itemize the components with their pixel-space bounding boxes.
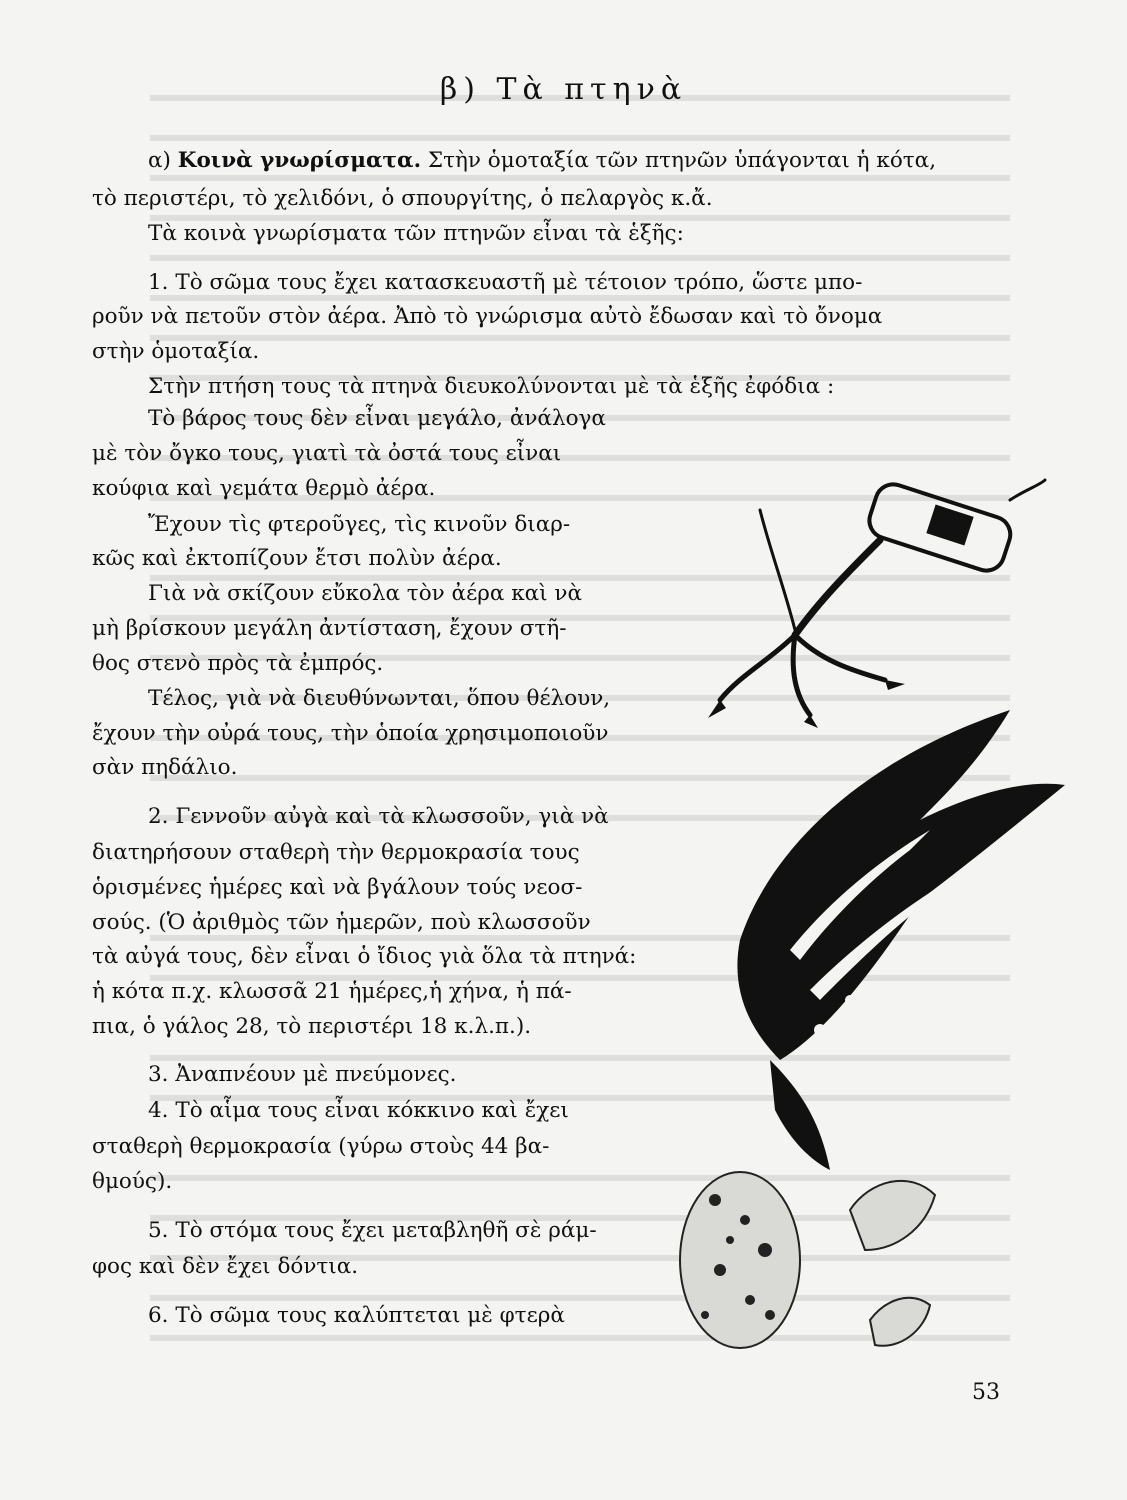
section-title: β) Τὰ πτηνὰ	[439, 72, 688, 107]
page-number: 53	[972, 1380, 1000, 1405]
text-line: στὴν ὁμοταξία.	[92, 339, 260, 364]
text-line: Τέλος, γιὰ νὰ διευθύνωνται, ὅπου θέλουν,	[148, 686, 611, 711]
text-line: θος στενὸ πρὸς τὰ ἐμπρός.	[92, 651, 384, 676]
text-line: μὲ τὸν ὄγκο τους, γιατὶ τὰ ὀστά τους εἶναι	[92, 441, 562, 466]
intro-heading: Κοινὰ γνωρίσματα.	[177, 148, 422, 173]
text-line: Στὴν πτήση τους τὰ πτηνὰ διευκολύνονται μὲ τὰ ἑξῆς ἐφόδια :	[148, 374, 835, 399]
text-line: κούφια καὶ γεμάτα θερμὸ ἀέρα.	[92, 476, 436, 501]
text-line: 1. Τὸ σῶμα τους ἔχει κατασκευαστῆ μὲ τέτοιον τρόπο, ὥστε μπο-	[148, 270, 863, 295]
text-line: τὰ αὐγά τους, δὲν εἶναι ὁ ἴδιος γιὰ ὅλα τὰ πτηνά:	[92, 944, 637, 969]
text-line: κῶς καὶ ἐκτοπίζουν ἔτσι πολὺν ἀέρα.	[92, 546, 502, 571]
intro-line-2: τὸ περιστέρι, τὸ χελιδόνι, ὁ σπουργίτης, ὁ πελαργὸς κ.ἄ.	[92, 186, 713, 211]
text-line: 3. Ἀναπνέουν μὲ πνεύμονες.	[148, 1062, 457, 1087]
text-line: ροῦν νὰ πετοῦν στὸν ἀέρα. Ἀπὸ τὸ γνώρισμα αὐτὸ ἔδωσαν καὶ τὸ ὄνομα	[92, 304, 883, 329]
text-line: μὴ βρίσκουν μεγάλη ἀντίσταση, ἔχουν στῆ-	[92, 616, 567, 641]
intro-label: α)	[148, 148, 171, 173]
text-line: θμούς).	[92, 1169, 173, 1194]
text-line: Γιὰ νὰ σκίζουν εὔκολα τὸν ἀέρα καὶ νὰ	[148, 581, 583, 606]
nesting-bird-illustration	[680, 700, 1070, 1190]
intro-line-3: Τὰ κοινὰ γνωρίσματα τῶν πτηνῶν εἶναι τὰ ἑξῆς:	[148, 221, 684, 246]
bird-eggs-illustration	[670, 1140, 970, 1360]
text-line: Ἔχουν τὶς φτεροῦγες, τὶς κινοῦν διαρ-	[148, 512, 571, 537]
text-line: 2. Γεννοῦν αὐγὰ καὶ τὰ κλωσσοῦν, γιὰ νὰ	[148, 804, 609, 829]
text-line: ἡ κότα π.χ. κλωσσᾶ 21 ἡμέρες,ἡ χήνα, ἡ πά-	[92, 979, 572, 1004]
text-line: σταθερὴ θερμοκρασία (γύρω στοὺς 44 βα-	[92, 1134, 550, 1159]
bird-foot-illustration	[700, 470, 1050, 730]
text-line: διατηρήσουν σταθερὴ τὴν θερμοκρασία τους	[92, 840, 580, 865]
text-line: 4. Τὸ αἷμα τους εἶναι κόκκινο καὶ ἔχει	[148, 1098, 569, 1123]
intro-line	[148, 150, 936, 172]
text-line: ὁρισμένες ἡμέρες καὶ νὰ βγάλουν τούς νεοσ-	[92, 875, 583, 900]
text-line: 6. Τὸ σῶμα τους καλύπτεται μὲ φτερὰ	[148, 1303, 565, 1328]
text-line: σὰν πηδάλιο.	[92, 755, 238, 780]
text-line: πια, ὁ γάλος 28, τὸ περιστέρι 18 κ.λ.π.).	[92, 1014, 532, 1039]
text-line: 5. Τὸ στόμα τους ἔχει μεταβληθῆ σὲ ράμ-	[148, 1218, 597, 1243]
text-line: φος καὶ δὲν ἔχει δόντια.	[92, 1254, 359, 1279]
text-line: Τὸ βάρος τους δὲν εἶναι μεγάλο, ἀνάλογα	[148, 406, 606, 431]
text-line: ἔχουν τὴν οὐρά τους, τὴν ὁποία χρησιμοποιοῦν	[92, 721, 609, 746]
intro-text: Στὴν ὁμοταξία τῶν πτηνῶν ὑπάγονται ἡ κότα,	[421, 148, 937, 173]
text-line: σούς. (Ὁ ἀριθμὸς τῶν ἡμερῶν, ποὺ κλωσσοῦν	[92, 910, 591, 935]
